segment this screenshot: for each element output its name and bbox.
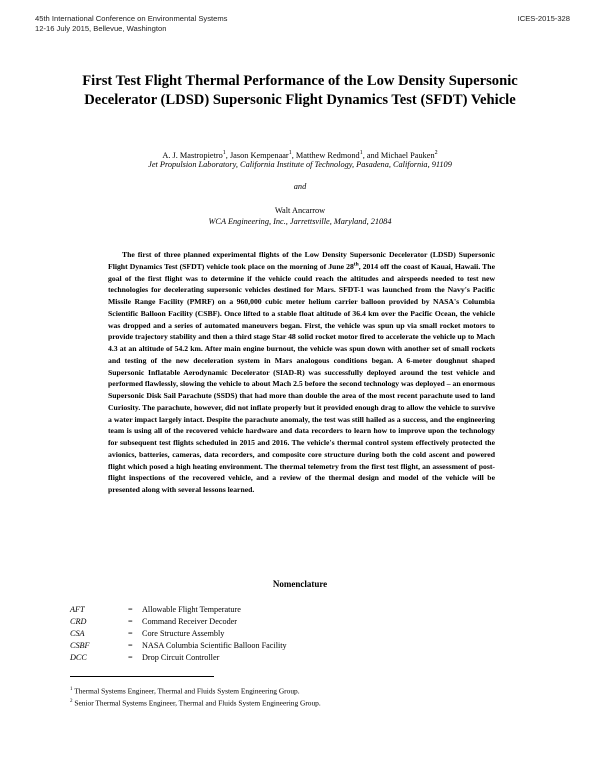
nomenclature-row — [70, 652, 470, 664]
footnote: $^1$ Thermal Systems Engineer, Thermal and Fluids System Engineering Group. — [70, 686, 300, 696]
nomenclature-list — [70, 604, 470, 664]
author: Michael Pauken$^2$ — [380, 150, 438, 160]
nomenclature-abbr: DCC — [70, 653, 87, 662]
nomenclature-definition: Allowable Flight Temperature — [142, 605, 241, 614]
nomenclature-equals: = — [128, 629, 133, 638]
footnote: $^2$ Senior Thermal Systems Engineer, Thermal and Fluids System Engineering Group. — [70, 698, 321, 708]
nomenclature-row — [70, 616, 470, 628]
nomenclature-abbr: CRD — [70, 617, 87, 626]
nomenclature-row — [70, 640, 470, 652]
author: Jason Kempenaar$^1$, — [229, 150, 296, 160]
footnote-divider — [70, 676, 214, 677]
running-header — [35, 14, 227, 34]
paper-id: ICES-2015-328 — [517, 14, 570, 23]
nomenclature-equals: = — [128, 605, 133, 614]
nomenclature-abbr: CSBF — [70, 641, 90, 650]
nomenclature-equals: = — [128, 641, 133, 650]
nomenclature-definition: Core Structure Assembly — [142, 629, 225, 638]
affiliation-jpl: Jet Propulsion Laboratory, California Institute of Technology, Pasadena, California, 91109 — [148, 160, 452, 169]
nomenclature-equals: = — [128, 653, 133, 662]
author-ancarrow: Walt Ancarrow — [274, 206, 326, 215]
author: A. J. Mastropietro$^1$, — [162, 150, 230, 160]
nomenclature-equals: = — [128, 617, 133, 626]
affiliation-wca: WCA Engineering, Inc., Jarrettsville, Maryland, 21084 — [208, 217, 392, 226]
abstract: The first of three planned experimental flights of the Low Density Supersonic Decelerator (LDSD) Supersonic Flight Dynamics Test (SFDT) vehicle took place on the morning of June 28th, 2014 off the coast of Kauai, Hawaii. The goal of the first flight was to determine if the vehicle could reach the altitudes and airspeeds needed to test new technologies for decelerating supersonic vehicles destined for Mars. SFDT-1 was launched from the Navy's Pacific Missile Range Facility (PMRF) on a 960,000 cubic meter helium carrier balloon provided by NASA's Columbia Scientific Balloon Facility (CSBF). Once lifted to a stable float altitude of 36.4 km over the Pacific Ocean, the vehicle was dropped and a series of automated maneuvers began. First, the vehicle was spun up via small rocket motors to provide trajectory stability and then a third stage Star 48 solid rocket motor fired to accelerate the vehicle up to Mach 4.3 at an altitude of 54.2 km. After main engine burnout, the vehicle was spun down with another set of small rockets and testing of the new deceleration system in Mars analogous conditions began. A 6-meter doughnut shaped Supersonic Inflatable Aerodynamic Decelerator (SIAD-R) was successfully deployed around the test vehicle and performed flawlessly, slowing the vehicle to about Mach 2.5 before the second technology was deployed – an enormous Supersonic Disk Sail Parachute (SSDS) that had more than double the area of the most recent parachute used to land Curiosity. The parachute, however, did not inflate properly but it provided enough drag to allow the vehicle to survive a water impact largely intact. Despite the parachute anomaly, the test was still hailed as a success, and the engineering team is using all of the recovered vehicle hardware and data recorders to learn how to improve upon the technology for subsequent test flights scheduled in 2015 and 2016. The vehicle's thermal control system effectively protected the avionics, batteries, cameras, data recorders, and composite core structure during both the cold ascent and powered flight which posed a high heating environment. The thermal telemetry from the first test flight, an assessment of post-flight inspections of the recovered vehicle, and a review of the thermal design and model of the vehicle will be presented along with several lessons learned. — [108, 250, 495, 494]
nomenclature-definition: NASA Columbia Scientific Balloon Facility — [142, 641, 287, 650]
nomenclature-abbr: CSA — [70, 629, 85, 638]
nomenclature-heading: Nomenclature — [272, 579, 328, 589]
nomenclature-definition: Drop Circuit Controller — [142, 653, 220, 662]
footnotes — [70, 684, 530, 709]
nomenclature-row — [70, 628, 470, 640]
paper-title: First Test Flight Thermal Performance of the Low Density Supersonic Decelerator (LDSD) Supersonic Flight Dynamics Test (SFDT) Vehicle — [82, 73, 518, 108]
nomenclature-row — [70, 604, 470, 616]
nomenclature-abbr: AFT — [70, 605, 85, 614]
conference-dates: 12-16 July 2015, Bellevue, Washington — [35, 24, 167, 33]
conference-name: 45th International Conference on Environmental Systems — [35, 14, 228, 23]
conjunction-and: and — [293, 182, 307, 191]
nomenclature-definition: Command Receiver Decoder — [142, 617, 238, 626]
author: Matthew Redmond$^1$, and — [295, 150, 381, 160]
